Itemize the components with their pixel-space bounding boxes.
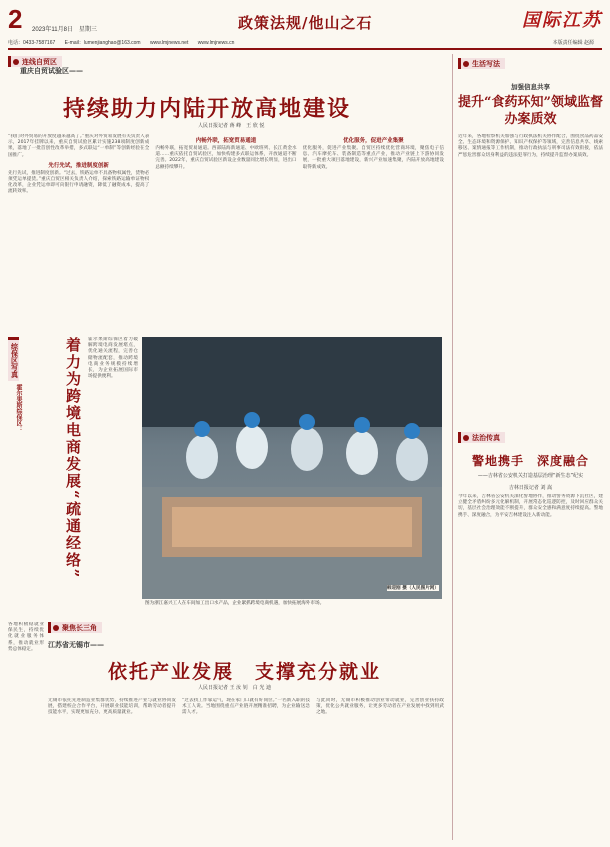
- paragraph: “过去找工作靠运气，现在家门口就有好岗位。”一名新入职的技术工人说。当地围绕重点产业链开展精准招聘，为企业输送急需人才。: [182, 698, 310, 716]
- feature-kicker: 霍尔果斯综保区：: [15, 384, 22, 432]
- article1-subhead: 先行先试，推进制度创新: [48, 162, 109, 169]
- paragraph: 内畅外联，拓宽贸易通道。西部陆海新通道、中欧班列、长江黄金水道……重庆依托自贸试验区，加快构建多式联运体系，开放通道不断完善。2022年，重庆自贸试验区新设企业数量同比增长明显，进出口总额持续攀升。: [155, 146, 297, 170]
- contact-bar: [8, 39, 602, 46]
- article1-column: [8, 134, 149, 324]
- feature-headline[interactable]: 着力为跨境电商发展“疏通经络”: [64, 337, 82, 580]
- paragraph: 霍尔果斯综保区着力破解跨境电商发展堵点，优化通关流程，完善仓储物流配套，推动跨境电商业务规模持续增长，为企业拓展国际市场提供便利。: [88, 337, 138, 380]
- newspaper-logo: 国际江苏: [522, 10, 602, 31]
- photo-caption: 图为浙江嘉兴工人在车间加工出口水产品，企业紧抓跨境电商机遇，加快拓展海外市场。: [142, 599, 442, 609]
- article1-body: [8, 134, 444, 324]
- paragraph: 与此同时，无锡市积极推动创业带动就业，完善创业扶持政策，优化公共就业服务，让更多劳动者在产业发展中找到用武之地。: [316, 698, 444, 716]
- editor-note: 本版责任编辑 赵源: [552, 40, 594, 46]
- article1-byline: 人民日报记者 蒋 峰 王 欣 悦: [198, 123, 265, 129]
- article3-kicker: 江苏省无锡市——: [48, 640, 104, 649]
- feature-tag: 综保区写真: [8, 337, 19, 381]
- paragraph: “我们对外贸易的开放度越来越高了。”重庆对外贸易发展有关负责人表示，2017年挂牌以来，重庆自贸试验区累计实施238项制度创新成果，落地了一批首创性改革举措，多式联运“一单制”等创新经验在全国推广。: [8, 134, 150, 158]
- article3-body: [48, 698, 444, 840]
- article1-tag-label: 连线自贸区: [22, 58, 57, 66]
- right1-headline[interactable]: 提升“食药环知”领域监督办案质效: [458, 95, 603, 127]
- right-column: [452, 54, 602, 840]
- right2-byline: 吉林日报记者 刘 嵩: [508, 485, 553, 491]
- page-number: 2: [8, 4, 23, 34]
- article3-byline: 人民日报记者 王 汝 钊 白 光 迪: [198, 685, 271, 691]
- article1-kicker: 重庆自贸试验区——: [20, 66, 83, 75]
- workers-illustration: [142, 337, 442, 609]
- left-content: [8, 54, 444, 840]
- hotline: 电话：0433-7587167: [8, 40, 56, 46]
- article1-subhead: 内畅外联，拓宽贸易通道: [195, 138, 257, 144]
- paragraph: 近年来，各地检察机关加强与行政执法机关协作配合，围绕食品药品安全、生态环境和资源保护、知识产权保护等领域，完善信息共享、线索移送、案情通报等工作机制，推动行政执法与刑事司法有效衔接，依法严惩危害群众切身利益的违法犯罪行为，持续提升监督办案质效。: [458, 134, 603, 158]
- paragraph: 无锡市依托先进制造业集群优势，持续推进产业与就业协同发展，搭建校企合作平台，开展职业技能培训，帮助劳动者提升技能水平，实现更加充分、更高质量就业。: [48, 698, 176, 716]
- factory-photo: [142, 337, 442, 609]
- paragraph: 优化服务，促进产业集聚。自贸区持续优化营商环境，聚焦电子信息、汽车摩托车、装备制造等重点产业，推动产业链上下游协同发展，一批重大项目落地建设，新兴产业加速集聚，内陆开放高地建设取得新成效。: [302, 146, 444, 170]
- article3-tag: [48, 622, 102, 633]
- paragraph: 今年以来，吉林省公安机关深化警地协作，推动警务资源下沉社区，建立健全矛盾纠纷多元化解机制，开展常态化巡逻防控，及时回应群众关切，基层社会治理效能不断提升，群众安全感和满意度持续提高。警地携手、深度融合，为平安吉林建设注入新动能。: [458, 494, 603, 518]
- website-link-2[interactable]: www.lmjnews.cn: [197, 40, 235, 46]
- bullet-icon: [463, 61, 469, 67]
- article1-column: [303, 134, 444, 324]
- right1-tag: [458, 58, 505, 69]
- article1-subhead: 优化服务，促进产业集聚: [343, 138, 404, 144]
- article1-headline[interactable]: 持续助力内陆开放高地建设: [63, 96, 352, 122]
- right2-subheadline: ——吉林省公安机关打造基层治理“新生态”纪实: [477, 473, 584, 479]
- section-title: 政策法规/他山之石: [238, 14, 373, 32]
- article3-headline[interactable]: 依托产业发展 支撑充分就业: [108, 661, 382, 683]
- feature-body: [88, 337, 138, 609]
- right1-body: [458, 134, 603, 424]
- right1-tag-label: 生活写法: [472, 60, 500, 68]
- right1-kicker: 加强信息共享: [511, 83, 550, 91]
- article1-column: [155, 134, 296, 324]
- email[interactable]: E-mail：lumenjianghao@163.com: [64, 40, 141, 46]
- feature-column-tag: [8, 337, 26, 567]
- paragraph: 先行先试，推进制度创新。“过去，铁路运单不具备物权属性，货物必须凭运单提货。”重庆自贸区相关负责人介绍，探索铁路运输单证物权化改革，企业凭运单即可向银行申请融资，降低了融资成本，提高了流转效率。: [8, 170, 150, 195]
- website-link[interactable]: www.lmjnews.net: [150, 40, 189, 46]
- bullet-icon: [463, 435, 469, 441]
- right2-body: [458, 494, 603, 840]
- article3-tag-label: 聚焦长三角: [62, 624, 97, 632]
- right2-headline[interactable]: 警地携手 深度融合: [471, 454, 589, 468]
- edge-column: [8, 622, 44, 840]
- right2-tag: [458, 432, 505, 443]
- right2-tag-label: 法治传真: [472, 434, 500, 442]
- bullet-icon: [13, 59, 19, 65]
- paragraph: 各地积极稳就业保民生，持续优化就业服务体系，推动就业形势总体稳定。: [8, 622, 44, 652]
- bullet-icon: [53, 625, 59, 631]
- masthead: [8, 6, 602, 50]
- issue-date: 2023年11月8日 星期三: [32, 27, 97, 33]
- photo-credit: 韩迎刚 摄（人民图片网）: [386, 586, 439, 591]
